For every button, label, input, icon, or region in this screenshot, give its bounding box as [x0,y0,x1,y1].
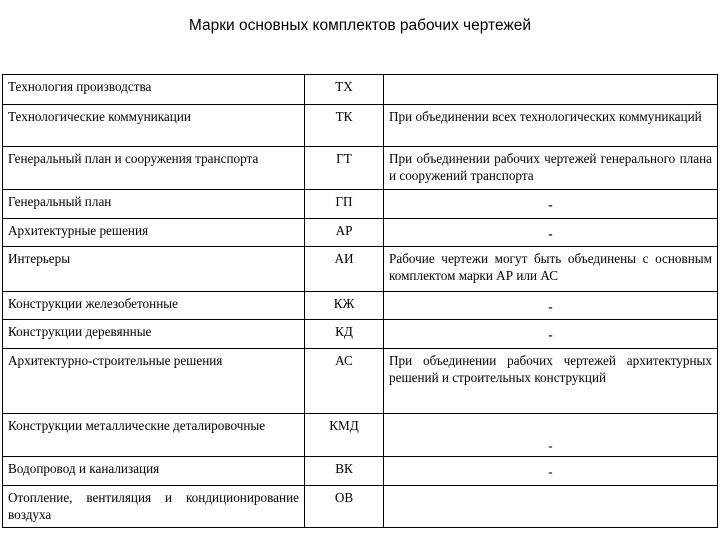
row-name: Конструкции металлические деталировочные [3,414,305,457]
row-note: Рабочие чертежи могут быть объединены с основным комплектом марки АР или АС [384,247,718,292]
row-note: - [384,292,718,320]
table-row [3,105,718,147]
row-code: КМД [305,414,384,457]
row-note: - [384,414,718,457]
table-row [3,75,718,105]
table-row [3,292,718,320]
table-row [3,219,718,247]
row-note: При объединении рабочих чертежей архитектурных решений и строительных конструкций [384,349,718,414]
row-code: АР [305,219,384,247]
row-note: - [384,219,718,247]
row-code: ГП [305,190,384,219]
row-name: Архитектурно-строительные решения [3,349,305,414]
row-code: ТХ [305,75,384,105]
row-note [384,486,718,528]
table-row [3,147,718,190]
table-row [3,190,718,219]
row-name: Конструкции железобетонные [3,292,305,320]
page-title: Марки основных комплектов рабочих чертежей [188,17,532,34]
row-note [384,75,718,105]
table-row [3,320,718,349]
row-code: ВК [305,457,384,486]
drawing-marks-table [2,74,718,528]
table-row [3,414,718,457]
row-name: Конструкции деревянные [3,320,305,349]
row-name: Архитектурные решения [3,219,305,247]
row-code: АИ [305,247,384,292]
row-name: Водопровод и канализация [3,457,305,486]
table-row [3,247,718,292]
row-name: Генеральный план и сооружения транспорта [3,147,305,190]
table-row [3,349,718,414]
row-name: Интерьеры [3,247,305,292]
row-code: АС [305,349,384,414]
row-note: При объединении всех технологических коммуникаций [384,105,718,147]
row-name: Технология производства [3,75,305,105]
row-name: Отопление, вентиляция и кондиционирование воздуха [3,486,305,528]
row-note: - [384,457,718,486]
row-note: - [384,320,718,349]
row-note: - [384,190,718,219]
table-row [3,486,718,528]
row-code: КЖ [305,292,384,320]
row-code: ГТ [305,147,384,190]
row-code: ОВ [305,486,384,528]
row-code: КД [305,320,384,349]
table-row [3,457,718,486]
row-code: ТК [305,105,384,147]
row-name: Генеральный план [3,190,305,219]
row-name: Технологические коммуникации [3,105,305,147]
row-note: При объединении рабочих чертежей генерального плана и сооружений транспорта [384,147,718,190]
